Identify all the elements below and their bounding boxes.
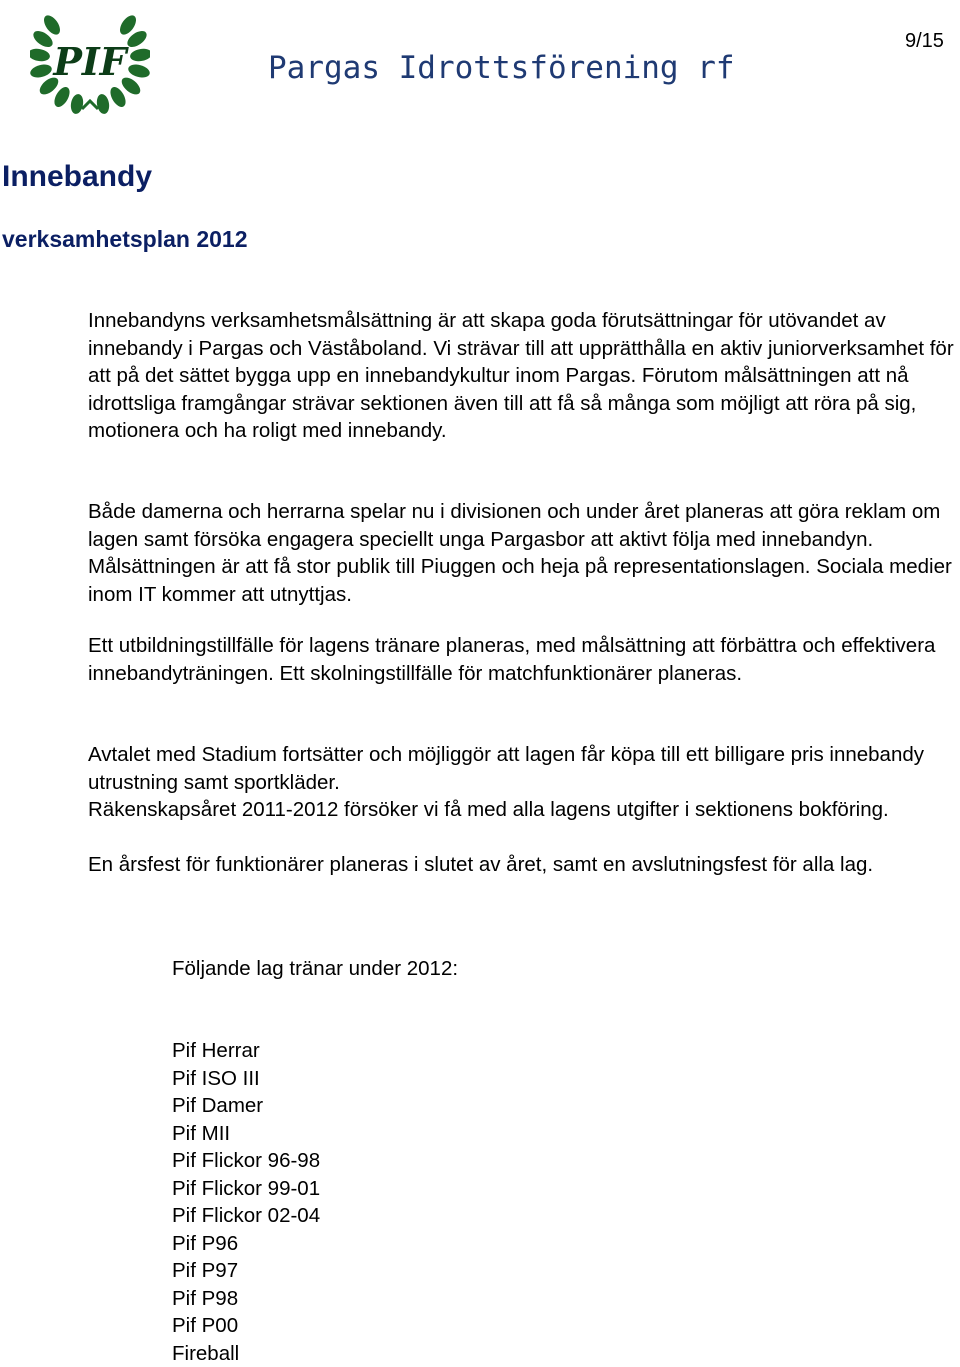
team-list [172, 1037, 320, 1367]
paragraph-divisions: Både damerna och herrarna spelar nu i divisionen och under året planeras att göra reklam om lagen samt försöka engagera speciellt unga Pargasbor att aktivt följa med innebandyn. Målsättningen är att få stor publik till Piuggen och heja på representationslagen. Sociala medier inom IT kommer att utnyttjas. [88, 498, 960, 608]
list-item: Pif P96 [172, 1230, 320, 1258]
list-item: Pif P00 [172, 1312, 320, 1340]
list-item: Pif MII [172, 1120, 320, 1148]
list-item: Pif Flickor 02-04 [172, 1202, 320, 1230]
organization-name: Pargas Idrottsförening rf [268, 50, 735, 86]
paragraph-party: En årsfest för funktionärer planeras i slutet av året, samt en avslutningsfest för alla lag. [88, 851, 960, 879]
list-item: Pif P97 [172, 1257, 320, 1285]
pif-wreath-logo [30, 5, 150, 115]
list-item: Pif Flickor 96-98 [172, 1147, 320, 1175]
page-subtitle: verksamhetsplan 2012 [2, 226, 248, 253]
paragraph-accounting: Räkenskapsåret 2011-2012 försöker vi få med alla lagens utgifter i sektionens bokföring. [88, 796, 960, 824]
list-item: Pif Damer [172, 1092, 320, 1120]
list-item: Pif P98 [172, 1285, 320, 1313]
list-item: Fireball [172, 1340, 320, 1367]
teams-heading: Följande lag tränar under 2012: [172, 957, 458, 981]
page-number: 9/15 [905, 30, 944, 53]
paragraph-training: Ett utbildningstillfälle för lagens tränare planeras, med målsättning att förbättra och effektivera innebandyträningen. Ett skolningstillfälle för matchfunktionärer planeras. [88, 632, 960, 687]
paragraph-stadium: Avtalet med Stadium fortsätter och möjliggör att lagen får köpa till ett billigare pris innebandy utrustning samt sportkläder. [88, 741, 960, 796]
list-item: Pif ISO III [172, 1065, 320, 1093]
list-item: Pif Herrar [172, 1037, 320, 1065]
list-item: Pif Flickor 99-01 [172, 1175, 320, 1203]
paragraph-goals: Innebandyns verksamhetsmålsättning är att skapa goda förutsättningar för utövandet av innebandy i Pargas och Väståboland. Vi strävar till att upprätthålla en aktiv juniorverksamhet för att på det sättet bygga upp en innebandykultur inom Pargas. Förutom målsättningen att nå idrottsliga framgångar strävar sektionen även till att få så många som möjligt att röra på sig, motionera och ha roligt med innebandy. [88, 307, 960, 445]
svg-text:PIF: PIF [52, 39, 129, 84]
page-title: Innebandy [2, 160, 152, 194]
